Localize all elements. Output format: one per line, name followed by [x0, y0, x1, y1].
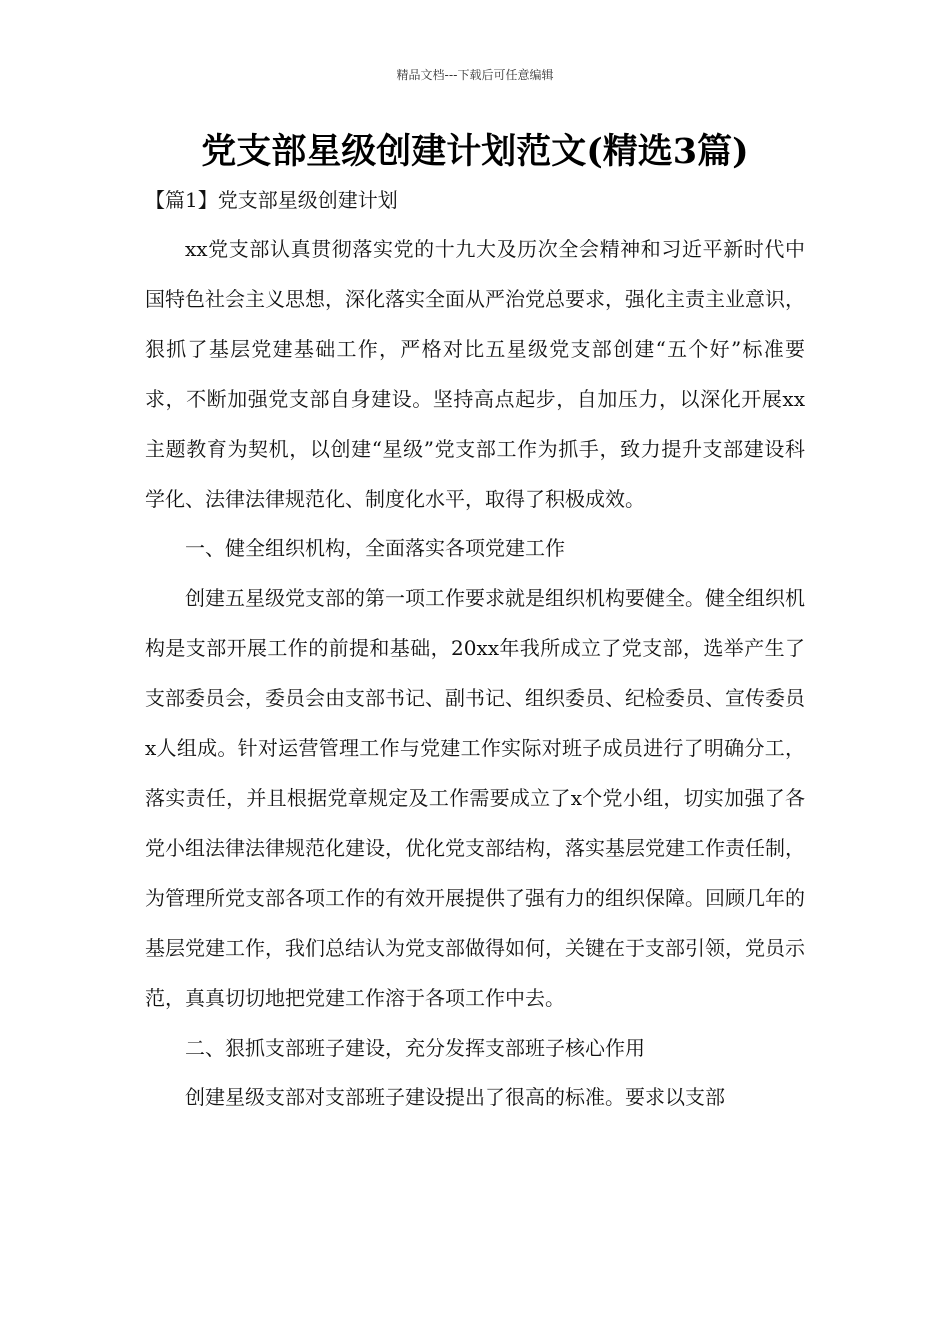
paragraph-section-2: 创建星级支部对支部班子建设提出了很高的标准。要求以支部	[185, 1085, 725, 1110]
header-note: 精品文档---下载后可任意编辑	[396, 68, 554, 82]
section-label: 【篇1】党支部星级创建计划	[145, 188, 398, 212]
heading-section-2: 二、狠抓支部班子建设，充分发挥支部班子核心作用	[185, 1035, 645, 1060]
paragraph-section-1: 创建五星级党支部的第一项工作要求就是组织机构要健全。健全组织机构是支部开展工作的前提和基础，20xx年我所成立了党支部，选举产生了支部委员会，委员会由支部书记、副书记、组织委员、纪检委员、宣传委员x人组成。针对运营管理工作与党建工作实际对班子成员进行了明确分工，落实责任，并且根据党章规定及工作需要成立了x个党小组，切实加强了各党小组法律法律规范化建设，优化党支部结构，落实基层党建工作责任制，为管理所党支部各项工作的有效开展提供了强有力的组织保障。回顾几年的基层党建工作，我们总结认为党支部做得如何，关键在于支部引领，党员示范，真真切切地把党建工作溶于各项工作中去。	[145, 586, 805, 1010]
document-title: 党支部星级创建计划范文(精选3篇)	[201, 131, 749, 172]
paragraph-intro: xx党支部认真贯彻落实党的十九大及历次全会精神和习近平新时代中国特色社会主义思想，深化落实全面从严治党总要求，强化主责主业意识，狠抓了基层党建基础工作，严格对比五星级党支部创建“五个好”标准要求，不断加强党支部自身建设。坚持高点起步，自加压力，以深化开展xx主题教育为契机，以创建“星级”党支部工作为抓手，致力提升支部建设科学化、法律法律规范化、制度化水平，取得了积极成效。	[145, 237, 805, 511]
document-body	[145, 225, 805, 1123]
heading-section-1: 一、健全组织机构，全面落实各项党建工作	[185, 536, 565, 561]
